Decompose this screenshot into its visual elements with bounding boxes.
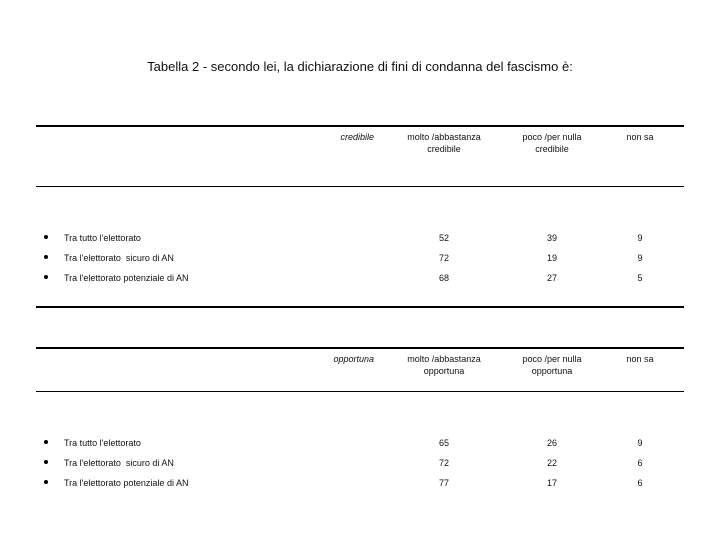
- bullet-icon: [44, 275, 48, 279]
- table-cell: 72: [438, 458, 449, 468]
- column-header: non sa: [626, 132, 654, 142]
- table-bottom-rule: [36, 306, 684, 308]
- table-cell: 52: [438, 233, 449, 243]
- bullet-icon: [44, 460, 48, 464]
- table-cell: 17: [546, 478, 557, 488]
- table-cell: 27: [546, 273, 557, 283]
- table-cell: 5: [637, 273, 643, 283]
- table-cell: 39: [546, 233, 557, 243]
- table-cell: 77: [438, 478, 449, 488]
- table-header-rule: [36, 391, 684, 392]
- row-label: Tra l'elettorato potenziale di AN: [64, 478, 189, 488]
- table-header-rule: [36, 186, 684, 187]
- table-heading: credibile: [340, 132, 374, 142]
- table-cell: 68: [438, 273, 449, 283]
- row-label: Tra l'elettorato sicuro di AN: [64, 458, 174, 468]
- table-cell: 9: [637, 233, 643, 243]
- table-cell: 19: [546, 253, 557, 263]
- table-cell: 65: [438, 438, 449, 448]
- bullet-icon: [44, 440, 48, 444]
- table-cell: 9: [637, 253, 643, 263]
- bullet-icon: [44, 255, 48, 259]
- table-cell: 26: [546, 438, 557, 448]
- column-header: poco /per nulla credibile: [522, 132, 582, 154]
- table-cell: 6: [637, 478, 643, 488]
- table-top-rule: [36, 125, 684, 127]
- table-cell: 22: [546, 458, 557, 468]
- row-label: Tra tutto l'elettorato: [64, 438, 141, 448]
- bullet-icon: [44, 480, 48, 484]
- table-cell: 72: [438, 253, 449, 263]
- table-cell: 6: [637, 458, 643, 468]
- column-header: molto /abbastanza credibile: [407, 132, 481, 154]
- bullet-icon: [44, 235, 48, 239]
- row-label: Tra tutto l'elettorato: [64, 233, 141, 243]
- table-top-rule: [36, 347, 684, 349]
- column-header: non sa: [626, 354, 654, 364]
- page-title: Tabella 2 - secondo lei, la dichiarazione di fini di condanna del fascismo è:: [147, 59, 573, 74]
- row-label: Tra l'elettorato sicuro di AN: [64, 253, 174, 263]
- column-header: poco /per nulla opportuna: [522, 354, 582, 376]
- table-cell: 9: [637, 438, 643, 448]
- table-heading: opportuna: [333, 354, 374, 364]
- row-label: Tra l'elettorato potenziale di AN: [64, 273, 189, 283]
- column-header: molto /abbastanza opportuna: [407, 354, 481, 376]
